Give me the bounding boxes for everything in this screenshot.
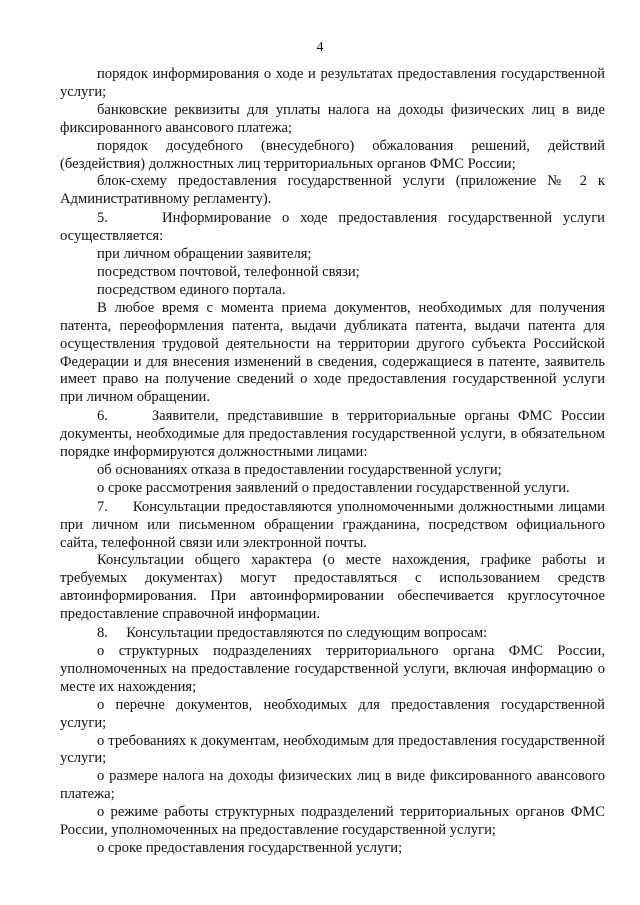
clause-8: 8. Консультации предоставляются по следующим вопросам: — [97, 625, 488, 642]
page-number: 4 — [316, 40, 324, 55]
list-item: о требованиях к документам, необходимым для предоставления государственной услуги; — [60, 732, 605, 767]
document-body — [60, 66, 605, 858]
list-item: порядок досудебного (внесудебного) обжалования решений, действий (бездействия) должностных лиц территориальных органов ФМС России; — [60, 137, 605, 172]
list-item: банковские реквизиты для уплаты налога на доходы физических лиц в виде фиксированного авансового платежа; — [60, 101, 605, 136]
list-item: посредством почтовой, телефонной связи; — [97, 263, 360, 280]
list-item: при личном обращении заявителя; — [97, 246, 312, 263]
list-item: порядок информирования о ходе и результатах предоставления государственной услуги; — [60, 66, 605, 100]
list-item: о режиме работы структурных подразделений территориальных органов ФМС России, уполномоченных на предоставление государственной услуги; — [60, 804, 605, 839]
list-item: о структурных подразделениях территориального органа ФМС России, уполномоченных на предоставление государственной услуги, включая информацию о месте их нахождения; — [60, 643, 605, 695]
clause-7: 7. Консультации предоставляются уполномоченными должностными лицами при личном или письменном обращении гражданина, посредством официального сайта, телефонной связи или электронной почты. — [60, 498, 605, 551]
list-item: посредством единого портала. — [97, 281, 286, 298]
list-item: об основаниях отказа в предоставлении государственной услуги; — [97, 461, 502, 478]
list-item: о размере налога на доходы физических лиц в виде фиксированного авансового платежа; — [60, 768, 605, 803]
paragraph: Консультации общего характера (о месте нахождения, графике работы и требуемых документах) могут предоставляться с использованием средств автоинформирования. При автоинформировании обеспечивается круглосуточное предоставление справочной информации. — [60, 552, 605, 623]
list-item: о перечне документов, необходимых для предоставления государственной услуги; — [60, 696, 605, 731]
clause-6: 6. Заявители, представившие в территориальные органы ФМС России документы, необходимые для предоставления государственной услуги, в обязательном порядке информируются должностными лицами: — [60, 408, 605, 461]
list-item: блок-схему предоставления государственной услуги (приложение № 2 к Административному регламенту). — [60, 173, 605, 208]
paragraph: В любое время с момента приема документов, необходимых для получения патента, переоформления патента, выдачи дубликата патента, выдачи патента для осуществления трудовой деятельности на территории другого субъекта Российской Федерации и для внесения изменений в сведения, содержащиеся в патенте, заявитель имеет право на получение сведений о ходе предоставления государственной услуги при личном обращении. — [60, 299, 605, 406]
list-item: о сроке предоставления государственной услуги; — [97, 839, 403, 856]
clause-5: 5. Информирование о ходе предоставления государственной услуги осуществляется: — [60, 210, 605, 245]
list-item: о сроке рассмотрения заявлений о предоставлении государственной услуги. — [97, 479, 570, 496]
